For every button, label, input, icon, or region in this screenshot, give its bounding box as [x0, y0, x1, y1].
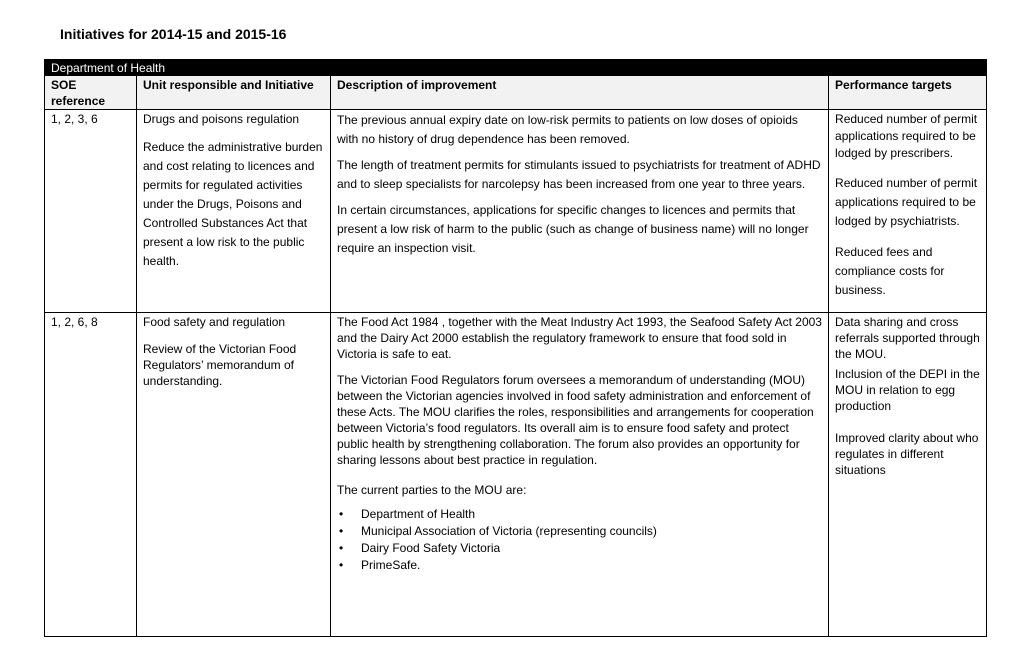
performance-target: Reduced number of permit applications required to be lodged by psychiatrists.: [835, 176, 978, 228]
header-unit-initiative: Unit responsible and Initiative: [137, 76, 331, 110]
document-title: Initiatives for 2014-15 and 2015-16: [60, 26, 287, 42]
soe-reference: 1, 2, 6, 8: [51, 315, 98, 329]
list-item: • Department of Health: [357, 506, 822, 523]
list-item: • PrimeSafe.: [357, 557, 822, 574]
unit-title: Food safety and regulation: [143, 315, 286, 329]
list-item: • Municipal Association of Victoria (representing councils): [357, 523, 822, 540]
initiative-text: Review of the Victorian Food Regulators’ memorandum of understanding.: [143, 342, 297, 388]
table-row: [45, 110, 987, 313]
list-item: • Dairy Food Safety Victoria: [357, 540, 822, 557]
mou-parties-list: [337, 506, 822, 574]
performance-targets-cell: [829, 110, 987, 313]
soe-reference-cell: [45, 313, 137, 637]
unit-initiative-cell: [137, 313, 331, 637]
performance-target: Improved clarity about who regulates in different situations: [835, 431, 979, 477]
department-header-row: [45, 60, 987, 76]
unit-title: Drugs and poisons regulation: [143, 112, 300, 126]
soe-reference-cell: [45, 110, 137, 313]
performance-target: Reduced number of permit applications required to be lodged by prescribers.: [835, 112, 978, 160]
description-paragraph: The previous annual expiry date on low-risk permits to patients on low doses of opioids with no history of drug dependence has been removed.: [337, 113, 798, 146]
column-header-row: [45, 76, 987, 110]
description-paragraph: The Victorian Food Regulators forum oversees a memorandum of understanding (MOU) between the Victorian agencies involved in food safety administration and enforcement of these Acts. The MOU clarifies the roles, responsibilities and arrangements for cooperation between Victoria’s food regulators. Its overall aim is to ensure food safety and protect public health by strengthening collaboration. The forum also provides an opportunity for sharing lessons about best practice in regulation.: [337, 373, 814, 467]
description-cell: [331, 313, 829, 637]
table-row: [45, 313, 987, 637]
performance-target: Reduced fees and compliance costs for business.: [835, 245, 945, 297]
unit-initiative-cell: [137, 110, 331, 313]
header-soe-reference: SOE reference: [45, 76, 137, 110]
performance-target: Inclusion of the DEPI in the MOU in relation to egg production: [835, 367, 980, 413]
description-paragraph: The Food Act 1984 , together with the Meat Industry Act 1993, the Seafood Safety Act 2003 and the Dairy Act 2000 establish the regulatory framework to ensure that food sold in Victoria is safe to eat.: [337, 315, 822, 361]
department-name: Department of Health: [45, 60, 829, 76]
department-header-blank: [829, 60, 987, 76]
soe-reference: 1, 2, 3, 6: [51, 112, 98, 126]
header-performance-targets: Performance targets: [829, 76, 987, 110]
description-cell: [331, 110, 829, 313]
description-paragraph: The length of treatment permits for stimulants issued to psychiatrists for treatment of ADHD and to sleep specialists for narcolepsy has been increased from one year to three years.: [337, 158, 821, 191]
description-paragraph: In certain circumstances, applications for specific changes to licences and permits that present a low risk of harm to the public (such as change of business name) will no longer require an inspection visit.: [337, 203, 809, 255]
header-description: Description of improvement: [331, 76, 829, 110]
performance-target: Data sharing and cross referrals supported through the MOU.: [835, 315, 980, 361]
description-paragraph: The current parties to the MOU are:: [337, 483, 527, 497]
initiative-text: Reduce the administrative burden and cost relating to licences and permits for regulated activities under the Drugs, Poisons and Controlled Substances Act that present a low risk to the public health.: [143, 140, 323, 268]
performance-targets-cell: [829, 313, 987, 637]
initiatives-table: [44, 59, 987, 637]
